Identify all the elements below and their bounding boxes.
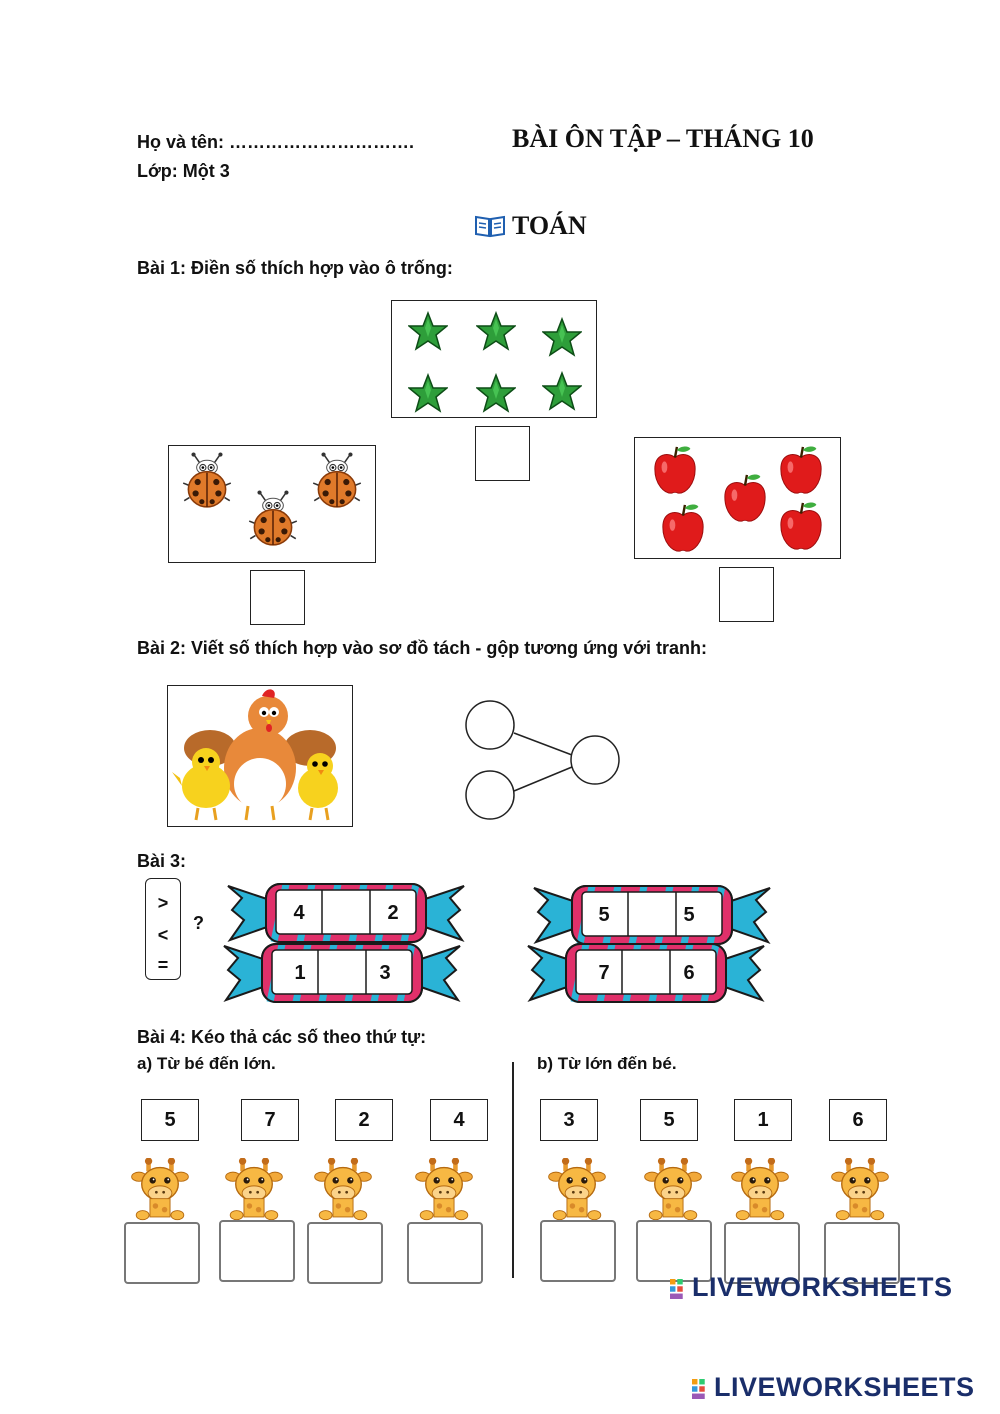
candy-compare-2 — [222, 938, 462, 1008]
divider-line — [512, 1062, 514, 1278]
apple-icon — [777, 500, 825, 552]
star-icon — [476, 373, 516, 413]
ladybug-icon — [247, 490, 299, 548]
giraffe-icon — [828, 1158, 892, 1232]
part-b-label: b) Từ lớn đến bé. — [537, 1054, 677, 1073]
draggable-number[interactable]: 4 — [430, 1099, 488, 1141]
candy-answer-slot[interactable] — [319, 952, 364, 992]
star-icon — [542, 371, 582, 411]
star-icon — [408, 373, 448, 413]
giraffe-icon — [412, 1158, 476, 1232]
whole-circle — [571, 736, 619, 784]
exercise-1-label: Bài 1: Điền số thích hợp vào ô trống: — [137, 258, 453, 278]
candy-right-number: 6 — [683, 962, 695, 984]
book-icon — [474, 214, 506, 238]
drop-slot-a-1[interactable] — [124, 1222, 200, 1284]
ladybug-icon — [311, 452, 363, 510]
liveworksheets-logo-icon — [692, 1379, 712, 1399]
equal-symbol[interactable]: = — [157, 955, 169, 975]
giraffe-icon — [728, 1158, 792, 1232]
draggable-number[interactable]: 2 — [335, 1099, 393, 1141]
watermark-text: LIVEWORKSHEETS — [692, 1272, 953, 1302]
candy-left-number: 4 — [293, 902, 305, 924]
apple-icon — [651, 444, 699, 496]
draggable-number[interactable]: 5 — [141, 1099, 199, 1141]
drop-slot-a-4[interactable] — [407, 1222, 483, 1284]
name-field-label: Họ và tên: …………………………. — [137, 132, 415, 152]
draggable-number[interactable]: 1 — [734, 1099, 792, 1141]
subject-heading — [474, 211, 587, 241]
candy-right-number: 5 — [683, 904, 695, 926]
less-than-symbol[interactable]: < — [157, 925, 169, 945]
exercise-2-label: Bài 2: Viết số thích hợp vào sơ đồ tách - gộp tương ứng với tranh: — [137, 638, 707, 658]
exercise-3-label: Bài 3: — [137, 851, 187, 871]
drop-slot-a-2[interactable] — [219, 1220, 295, 1282]
draggable-number[interactable]: 7 — [241, 1099, 299, 1141]
candy-left-number: 5 — [598, 904, 610, 926]
candy-right-number: 2 — [387, 902, 399, 924]
candy-answer-slot[interactable] — [623, 952, 668, 992]
liveworksheets-logo-icon — [670, 1279, 690, 1299]
ladybug-icon — [181, 452, 233, 510]
candy-right-number: 3 — [379, 962, 391, 984]
question-mark: ? — [193, 913, 204, 933]
candy-compare-4 — [526, 938, 766, 1008]
liveworksheets-footer-logo — [692, 1372, 975, 1403]
exercise-4-label: Bài 4: Kéo thả các số theo thứ tự: — [137, 1027, 427, 1047]
draggable-number[interactable]: 3 — [540, 1099, 598, 1141]
apple-icon — [659, 502, 707, 554]
hen-and-chicks-image — [167, 685, 353, 827]
part-circle-top — [466, 701, 514, 749]
footer-logo-text: LIVEWORKSHEETS — [714, 1372, 975, 1402]
draggable-number[interactable]: 5 — [640, 1099, 698, 1141]
drop-slot-b-1[interactable] — [540, 1220, 616, 1282]
greater-than-symbol[interactable]: > — [157, 893, 169, 913]
star-icon — [408, 311, 448, 351]
draggable-number[interactable]: 6 — [829, 1099, 887, 1141]
stars-picture — [391, 300, 597, 418]
part-circle-bottom — [466, 771, 514, 819]
comparison-symbols-box — [145, 878, 181, 980]
apple-icon — [721, 472, 769, 524]
candy-left-number: 7 — [598, 962, 610, 984]
apple-icon — [777, 444, 825, 496]
apples-answer-box[interactable] — [719, 567, 774, 622]
subject-title: TOÁN — [512, 211, 587, 240]
drop-slot-a-3[interactable] — [307, 1222, 383, 1284]
liveworksheets-watermark — [670, 1272, 953, 1303]
apples-picture — [634, 437, 841, 559]
star-icon — [542, 317, 582, 357]
part-a-label: a) Từ bé đến lớn. — [137, 1054, 276, 1073]
worksheet-title: BÀI ÔN TẬP – THÁNG 10 — [512, 124, 814, 153]
giraffe-icon — [311, 1158, 375, 1232]
ladybugs-answer-box[interactable] — [250, 570, 305, 625]
class-label: Lớp: Một 3 — [137, 161, 230, 181]
candy-answer-slot[interactable] — [323, 892, 368, 932]
stars-answer-box[interactable] — [475, 426, 530, 481]
star-icon — [476, 311, 516, 351]
ladybugs-picture — [168, 445, 376, 563]
candy-left-number: 1 — [294, 962, 306, 984]
hen-icon — [168, 686, 352, 826]
candy-answer-slot[interactable] — [629, 894, 674, 934]
giraffe-icon — [128, 1158, 192, 1232]
split-join-diagram — [460, 695, 630, 825]
